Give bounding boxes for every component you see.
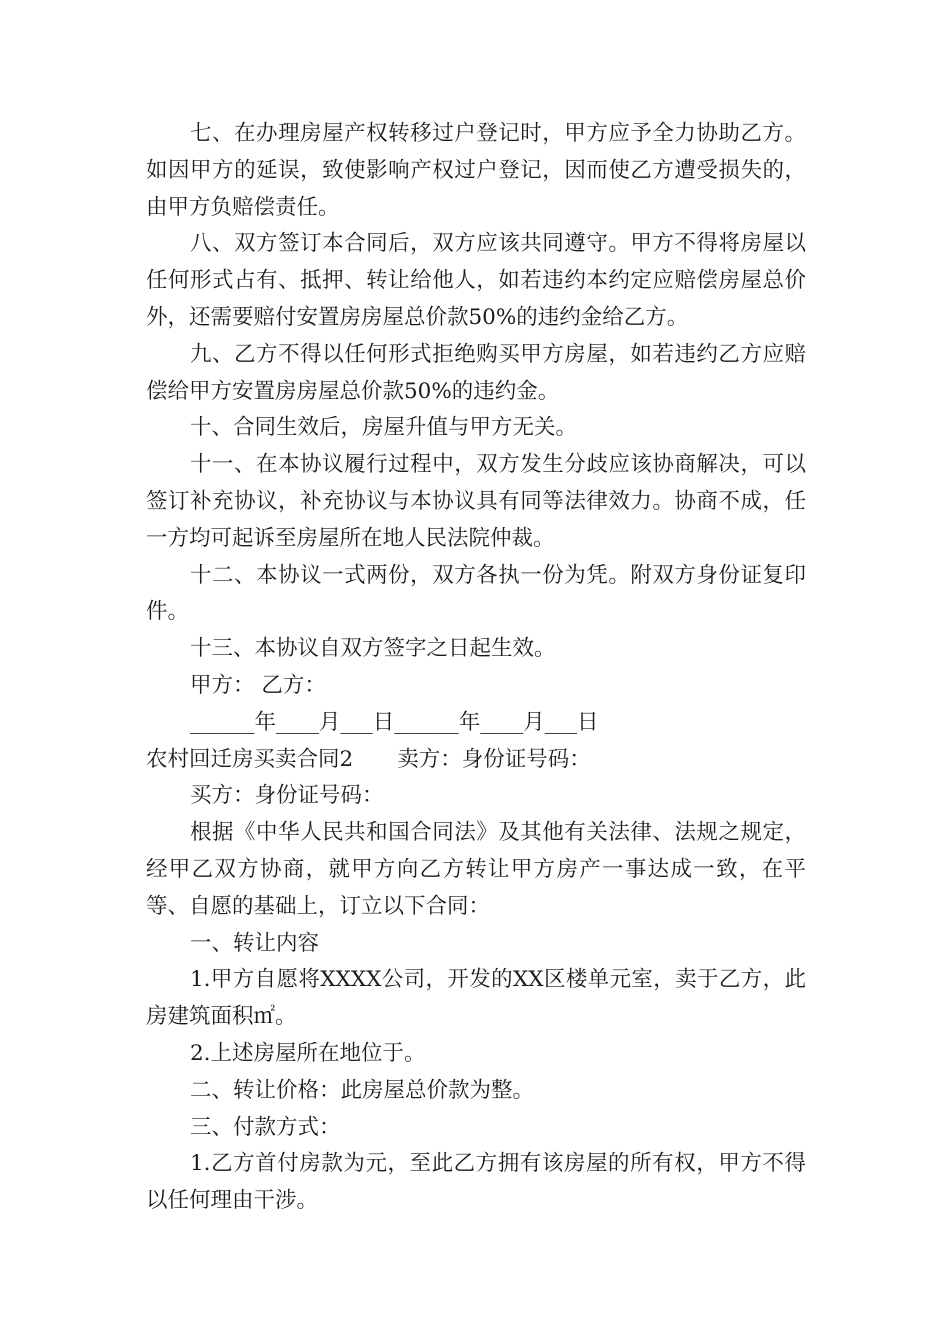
heading-transfer-price: 二、转让价格：此房屋总价款为整。 bbox=[190, 1077, 535, 1103]
clause-13: 十三、本协议自双方签字之日起生效。 bbox=[190, 636, 556, 662]
item-2-location: 2.上述房屋所在地位于。 bbox=[190, 1040, 426, 1066]
buyer-line: 买方：身份证号码： bbox=[190, 783, 384, 809]
clause-12: 十二、本协议一式两份，双方各执一份为凭。附双方身份证复印件。 bbox=[146, 562, 806, 625]
clause-8: 八、双方签订本合同后，双方应该共同遵守。甲方不得将房屋以任何形式占有、抵押、转让给他人，如若违约本约定应赔偿房屋总价外，还需要赔付安置房房屋总价款50%的违约金给乙方。 bbox=[146, 231, 806, 330]
heading-payment-method: 三、付款方式： bbox=[190, 1114, 341, 1140]
clause-11: 十一、在本协议履行过程中，双方发生分歧应该协商解决，可以签订补充协议，补充协议与本协议具有同等法律效力。协商不成，任一方均可起诉至房屋所在地人民法院仲裁。 bbox=[146, 452, 806, 551]
seller-line: 卖方：身份证号码： bbox=[397, 746, 591, 772]
heading-transfer-content: 一、转让内容 bbox=[190, 930, 320, 956]
preamble: 根据《中华人民共和国合同法》及其他有关法律、法规之规定，经甲乙双方协商，就甲方向乙方转让甲方房产一事达成一致，在平等、自愿的基础上，订立以下合同： bbox=[146, 820, 806, 919]
document-body bbox=[146, 116, 806, 1220]
section-title: 农村回迁房买卖合同2 bbox=[146, 746, 354, 772]
clause-10: 十、合同生效后，房屋升值与甲方无关。 bbox=[190, 415, 578, 441]
signature-dates: ______年____月___日______年____月___日 bbox=[190, 709, 599, 735]
item-1-transfer: 1.甲方自愿将XXXX公司，开发的XX区楼单元室，卖于乙方，此房建筑面积㎡。 bbox=[146, 967, 806, 1030]
clause-9: 九、乙方不得以任何形式拒绝购买甲方房屋，如若违约乙方应赔偿给甲方安置房房屋总价款50%的违约金。 bbox=[146, 341, 806, 404]
signature-parties: 甲方： 乙方： bbox=[190, 672, 326, 698]
clause-7: 七、在办理房屋产权转移过户登记时，甲方应予全力协助乙方。如因甲方的延误，致使影响产权过户登记，因而使乙方遭受损失的，由甲方负赔偿责任。 bbox=[146, 121, 806, 220]
item-1-payment: 1.乙方首付房款为元，至此乙方拥有该房屋的所有权，甲方不得以任何理由干涉。 bbox=[146, 1151, 806, 1214]
section-heading-line bbox=[146, 742, 806, 779]
